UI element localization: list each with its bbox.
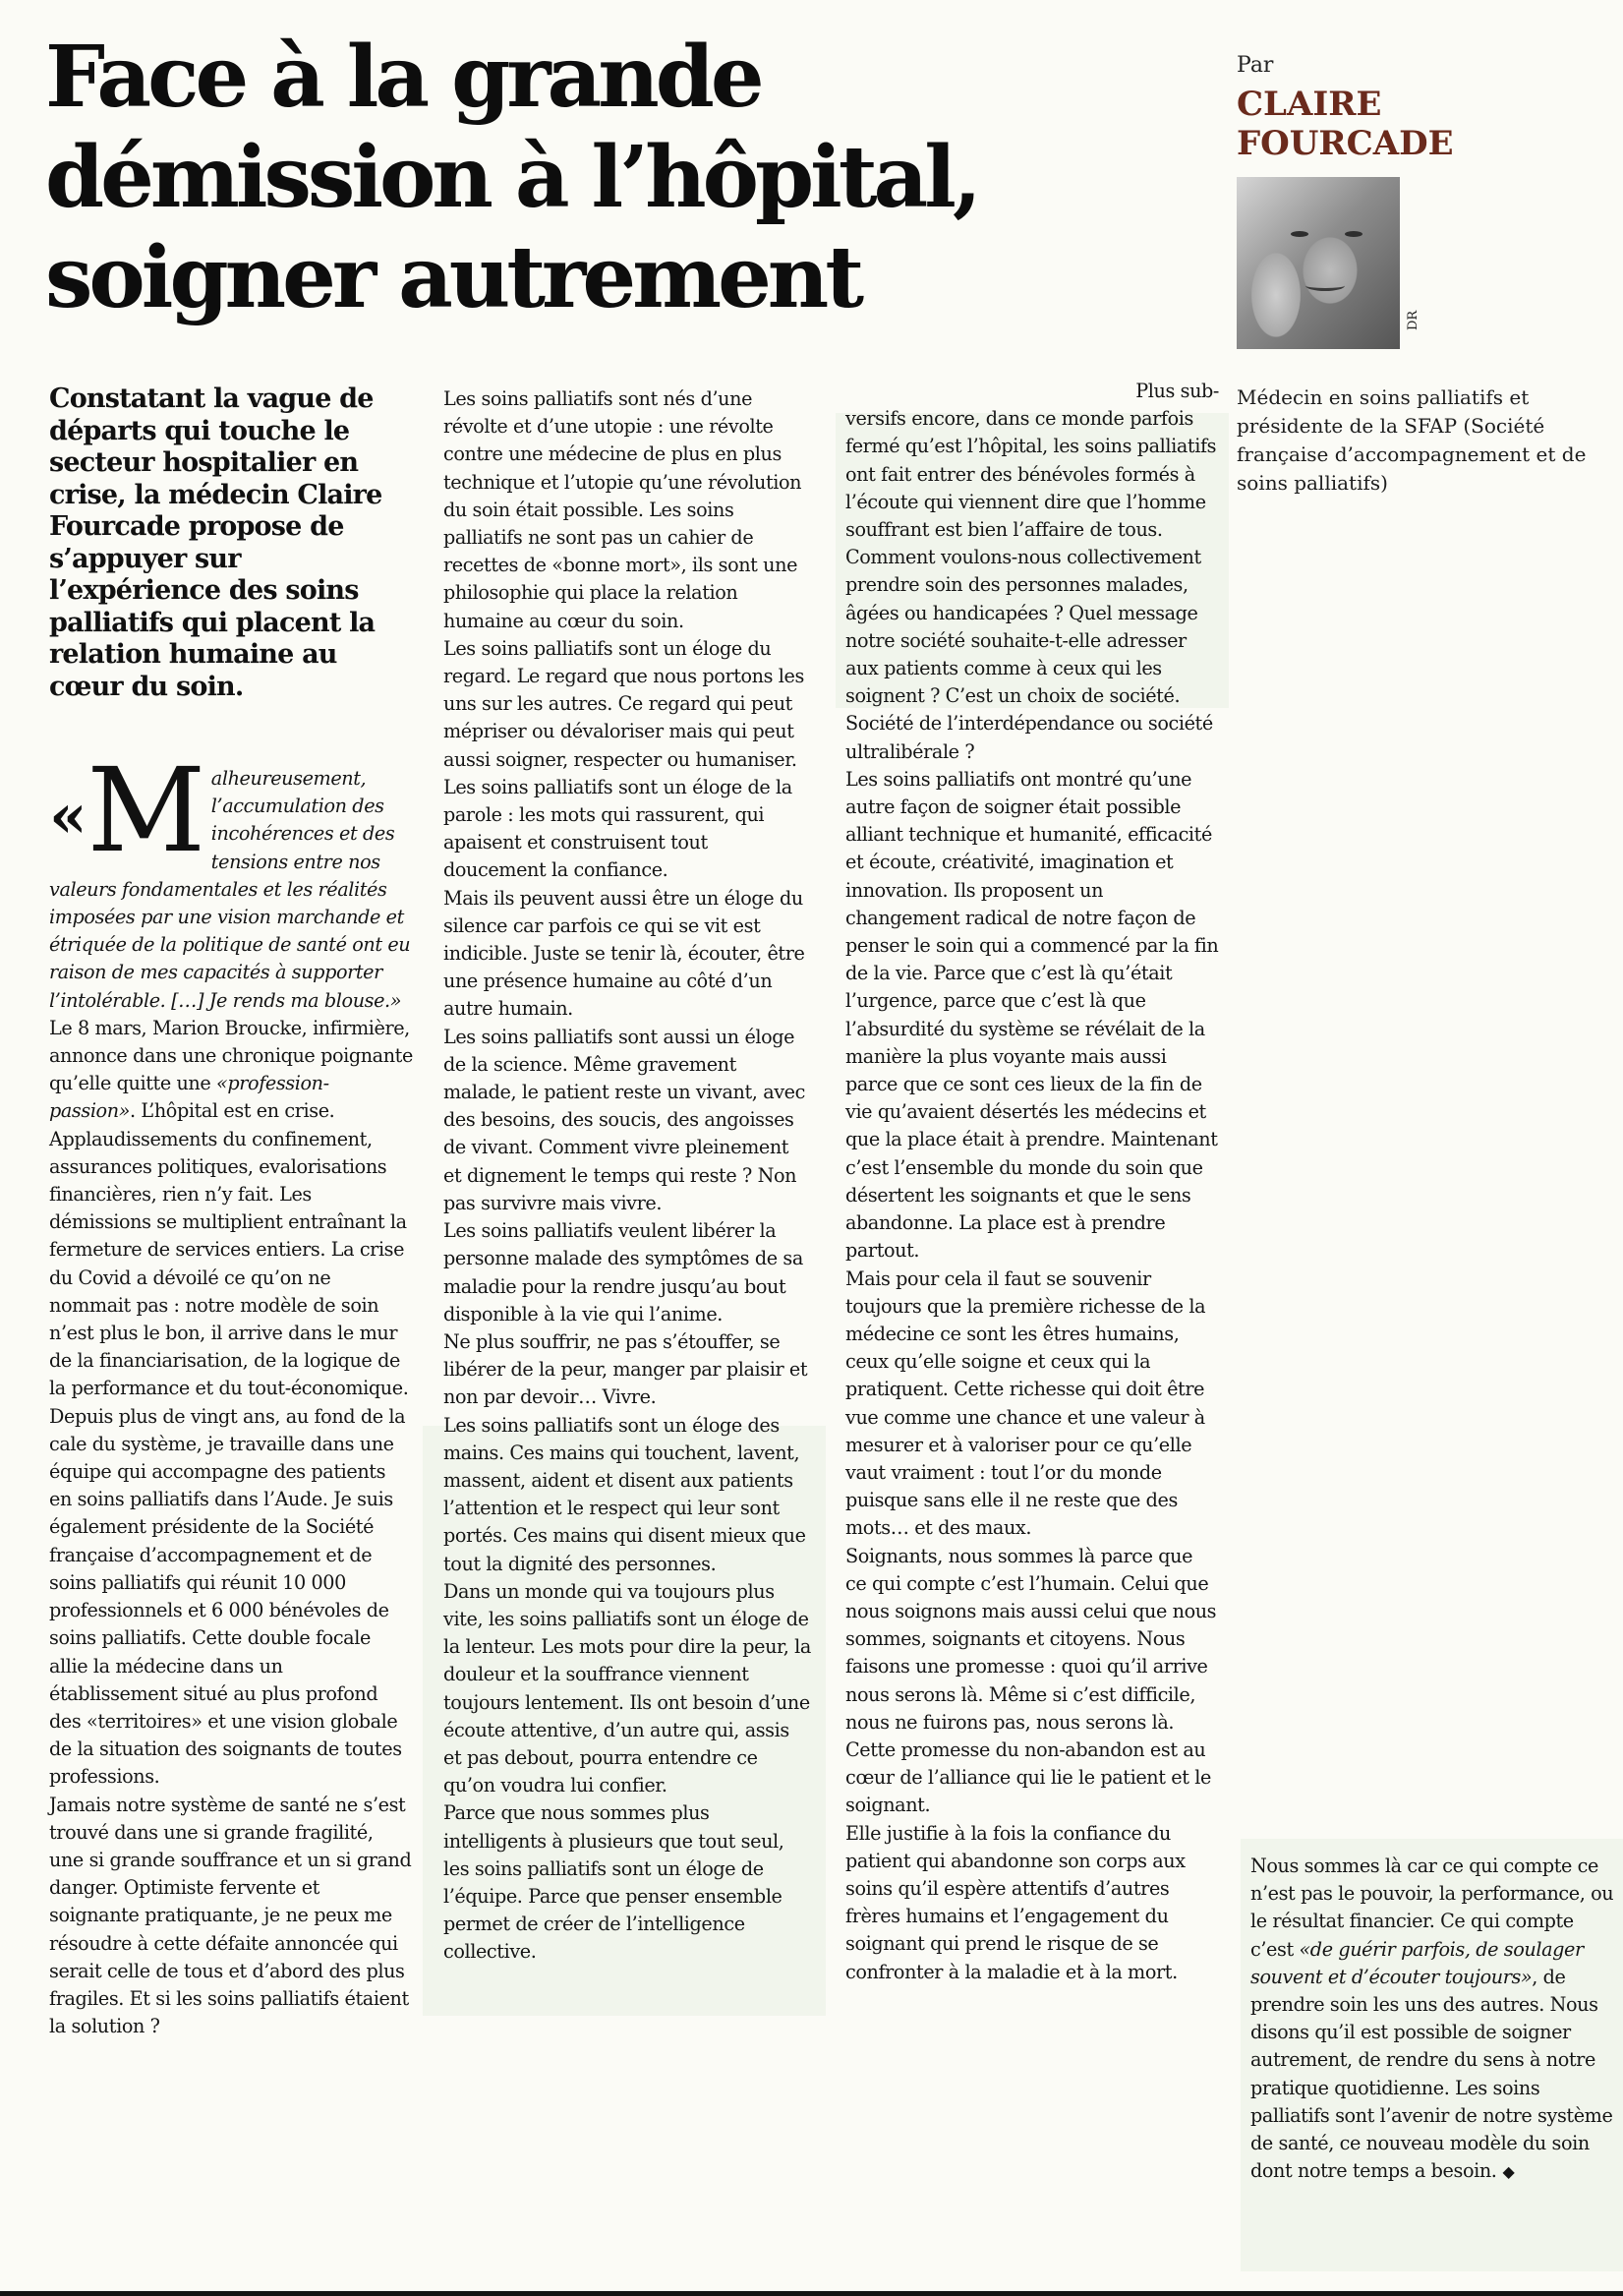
headline-line: soigner autrement bbox=[45, 228, 861, 327]
quote-text: alheureusement, l’accumulation des incohérences et des tensions entre nos valeurs fondamentales et les réalités imposées par une vision marchande et étriquée de la politique de santé ont eu raison de mes capacités à supporter l’intolérable. […] Je rends ma blouse.» bbox=[49, 767, 411, 1012]
paragraph: Les soins palliatifs sont un éloge des mains. Ces mains qui touchent, lavent, massent, aident et disent aux patients l’attention et le respect qui leur sont portés. Ces mains qui disent mieux que tout la dignité des personnes. bbox=[443, 1413, 806, 1575]
drop-cap bbox=[49, 742, 205, 878]
paragraph: Les soins palliatifs veulent libérer la personne malade des symptômes de sa maladie pour la rendre jusqu’au bout disponible à la vie qui l’anime. bbox=[443, 1219, 803, 1325]
paragraph: Dans un monde qui va toujours plus vite, les soins palliatifs sont un éloge de la lenteur. Les mots pour dire la peur, la douleur et la souffrance viennent toujours lentement. Ils ont besoin d’une écoute attentive, d’un autre qui, assis et pas debout, pourra entendre ce qu’on voudra lui confier. bbox=[443, 1579, 811, 1797]
paragraph: versifs encore, dans ce monde parfois fermé qu’est l’hôpital, les soins palliatifs ont fait entrer des bénévoles formés à l’écoute qui viennent dire que l’homme souffrant est bien l’affaire de tous. bbox=[845, 407, 1217, 542]
photo-credit: DR bbox=[1406, 310, 1420, 330]
paragraph: Parce que nous sommes plus intelligents à plusieurs que tout seul, les soins palliatifs sont un éloge de l’équipe. Parce que penser ensemble permet de créer de l’intelligence collective. bbox=[443, 1801, 784, 1964]
photo-detail bbox=[1305, 280, 1345, 291]
headline-line: démission à l’hôpital, bbox=[45, 128, 978, 227]
quote-text: «profession-passion» bbox=[49, 1072, 329, 1123]
paragraph: Les soins palliatifs sont aussi un éloge de la science. Même gravement malade, le patient reste un vivant, avec des besoins, des soucis, des angoisses de vivant. Comment vivre pleinement et dignement le temps qui reste ? Non pas survivre mais vivre. bbox=[443, 1025, 805, 1214]
paragraph: Ne plus souffrir, ne pas s’étouffer, se libérer de la peur, manger par plaisir et non par devoir… Vivre. bbox=[443, 1329, 808, 1409]
article-column-2 bbox=[443, 385, 812, 1967]
author-name-line: CLAIRE bbox=[1237, 85, 1382, 124]
body-text: , de prendre soin les uns des autres. Nous disons qu’il est possible de soigner autrement, de rendre du sens à notre pratique quotidienne. Les soins palliatifs sont l’avenir de notre système de santé, ce nouveau modèle du soin dont notre temps a besoin. bbox=[1250, 1965, 1613, 2183]
continued-line: Plus sub- bbox=[1135, 380, 1219, 402]
author-name-line: FOURCADE bbox=[1237, 124, 1454, 163]
quote-text: «de guérir parfois, de soulager souvent et d’écouter toujours» bbox=[1250, 1937, 1584, 1988]
paragraph: Elle justifie à la fois la confiance du patient qui abandonne son corps aux soins qu’il espère attentifs d’autres frères humains et l’engagement du soignant qui prend le risque de se confronter à la maladie et à la mort. bbox=[845, 1821, 1186, 1983]
headline-line: Face à la grande bbox=[45, 28, 761, 127]
photo-detail bbox=[1291, 231, 1308, 237]
paragraph: Depuis plus de vingt ans, au fond de la cale du système, je travaille dans une équipe qui accompagne des patients en soins palliatifs dans l’Aude. Je suis également présidente de la Société française d’accompagnement et de soins palliatifs qui réunit 10 000 professionnels et 6 000 bénévoles de soins palliatifs. Cette double focale allie la médecine dans un établissement situé au plus profond des «territoires» et une vision globale de la situation des soignants de toutes professions. bbox=[49, 1404, 406, 1789]
article-column-4 bbox=[1250, 1853, 1614, 2186]
paragraph: Les soins palliatifs ont montré qu’une autre façon de soigner était possible alliant technique et humanité, efficacité et écoute, créativité, imagination et innovation. Ils proposent un changement radical de notre façon de penser le soin qui a commencé par la fin de la vie. Parce que c’est là qu’était l’urgence, parce que c’est là que l’absurdité du système se révélait de la manière la plus voyante mais aussi parce que ce sont ces lieux de la fin de vie qu’avaient désertés les médecins et que la place était à prendre. Maintenant c’est l’ensemble du monde du soin que désertent les soignants et que le sens abandonne. La place est à prendre partout. bbox=[845, 767, 1219, 1263]
author-name bbox=[1237, 85, 1454, 163]
byline-prefix: Par bbox=[1237, 53, 1274, 78]
paragraph: Soignants, nous sommes là parce que ce qui compte c’est l’humain. Celui que nous soignons mais aussi celui que nous sommes, soignants et citoyens. Nous faisons une promesse : quoi qu’il arrive nous serons là. Même si c’est difficile, nous ne fuirons pas, nous serons là. Cette promesse du non-abandon est au cœur de l’alliance qui lie le patient et le soignant. bbox=[845, 1544, 1217, 1817]
article-headline bbox=[45, 28, 1127, 328]
article-column-1 bbox=[49, 742, 413, 2040]
paragraph: Les soins palliatifs sont un éloge de la parole : les mots qui rassurent, qui apaisent et construisent tout doucement la confiance. bbox=[443, 775, 792, 882]
bottom-rule bbox=[0, 2291, 1623, 2296]
byline-box bbox=[1233, 16, 1611, 527]
end-of-article-icon: ◆ bbox=[1502, 2162, 1515, 2182]
paragraph: Comment voulons-nous collectivement prendre soin des personnes malades, âgées ou handicapées ? Quel message notre société souhaite-t-elle adresser aux patients comme à ceux qui les soignent ? C’est un choix de société. Société de l’interdépendance ou société ultralibérale ? bbox=[845, 546, 1213, 763]
drop-cap-quote: « bbox=[49, 780, 87, 852]
paragraph bbox=[49, 742, 413, 1403]
paragraph: Les soins palliatifs sont un éloge du regard. Le regard que nous portons les uns sur les autres. Ce regard qui peut mépriser ou dévaloriser mais qui peut aussi soigner, respecter ou humaniser. bbox=[443, 636, 804, 771]
drop-cap-letter: M bbox=[87, 742, 205, 878]
paragraph: Mais pour cela il faut se souvenir toujours que la première richesse de la médecine ce sont les êtres humains, ceux qu’elle soigne et ceux qui la pratiquent. Cette richesse qui doit être vue comme une chance et une valeur à mesurer et à valoriser pour ce qu’elle vaut vraiment : tout l’or du monde puisque sans elle il ne reste que des mots… et des maux. bbox=[845, 1266, 1206, 1540]
paragraph: Les soins palliatifs sont nés d’une révolte et d’une utopie : une révolte contre une médecine de plus en plus technique et l’utopie qu’une révolution du soin était possible. Les soins palliatifs ne sont pas un cahier de recettes de «bonne mort», ils sont une philosophie qui place la relation humaine au cœur du soin. bbox=[443, 387, 802, 632]
paragraph: Mais ils peuvent aussi être un éloge du silence car parfois ce qui se vit est indicible. Juste se tenir là, écouter, être une présence humaine au côté d’un autre humain. bbox=[443, 886, 805, 1021]
paragraph bbox=[1250, 1853, 1614, 2186]
article-standfirst: Constatant la vague de départs qui touche le secteur hospitalier en crise, la médecin Claire Fourcade propose de s’appuyer sur l’expérience des soins palliatifs qui placent la relation humaine au cœur du soin. bbox=[49, 383, 382, 702]
article-column-3 bbox=[845, 378, 1219, 1986]
body-text: Le 8 mars, Marion Broucke, infirmière, annonce dans une chronique poignante qu’elle quitte une bbox=[49, 1016, 413, 1095]
author-bio: Médecin en soins palliatifs et présidente de la SFAP (Société française d’accompagnement et de soins palliatifs) bbox=[1237, 385, 1587, 495]
photo-detail bbox=[1345, 231, 1362, 237]
body-text: Nous sommes là car ce qui compte ce n’est pas le pouvoir, la performance, ou le résultat financier. Ce qui compte c’est bbox=[1250, 1854, 1614, 1961]
paragraph: Jamais notre système de santé ne s’est trouvé dans une si grande fragilité, une si grande souffrance et un si grand danger. Optimiste fervente et soignante pratiquante, je ne peux me résoudre à cette défaite annoncée qui serait celle de tous et d’abord des plus fragiles. Et si les soins palliatifs étaient la solution ? bbox=[49, 1793, 412, 2038]
author-photo bbox=[1237, 177, 1400, 349]
body-text: . L’hôpital est en crise. Applaudissements du confinement, assurances politiques, evalorisations financières, rien n’y fait. Les démissions se multiplient entraînant la fermeture de services entiers. La crise du Covid a dévoilé ce qu’on ne nommait pas : notre modèle de soin n’est plus le bon, il arrive dans le mur de la financiarisation, de la logique de la performance et du tout-économique. bbox=[49, 1099, 409, 1400]
